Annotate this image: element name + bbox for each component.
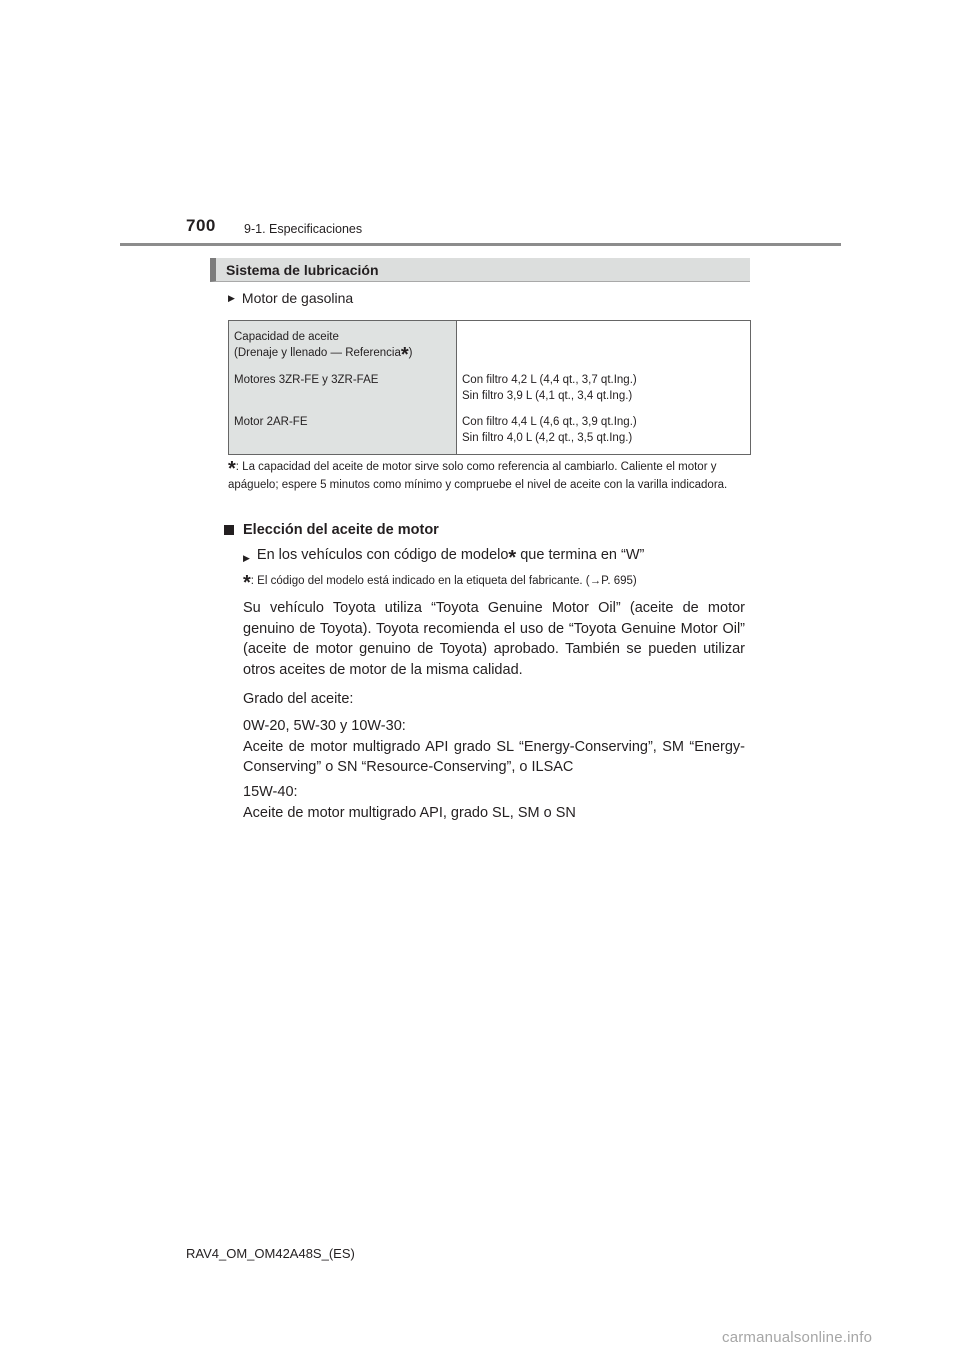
table-header-cell — [229, 321, 457, 367]
table-header-line2-end: ) — [408, 347, 413, 359]
oil-capacity-table — [228, 320, 751, 455]
table-row-value — [457, 367, 751, 409]
table-header-line1: Capacidad de aceite — [234, 331, 339, 343]
table-row-label: Motores 3ZR-FE y 3ZR-FAE — [229, 367, 457, 409]
table-header-line2: (Drenaje y llenado — Referencia — [234, 347, 401, 359]
table-row-value-line2: Sin filtro 4,0 L (4,2 qt., 3,5 qt.Ing.) — [462, 431, 633, 444]
watermark: carmanualsonline.info — [722, 1329, 873, 1346]
oil-grade-1-text: Aceite de motor multigrado API grado SL “Energy-Conserving”, SM “Energy-Conserving” o SN “Resource-Conserving”, o ILSAC — [243, 738, 745, 775]
engine-bullet-text: Motor de gasolina — [241, 290, 354, 306]
engine-bullet — [228, 290, 353, 306]
table-header-empty-cell — [457, 321, 751, 367]
footnote-star-icon: * — [228, 458, 236, 480]
square-bullet-icon — [224, 525, 234, 535]
footnote-star-icon: * — [243, 572, 251, 594]
header-rule — [120, 243, 841, 246]
model-bullet-text: En los vehículos con código de modelo* que termina en “W” — [256, 547, 645, 569]
triangle-bullet-icon: ▶ — [228, 292, 235, 303]
table-footnote-text: : La capacidad del aceite de motor sirve solo como referencia al cambiarlo. Caliente el motor y apáguelo; espere 5 minutos como mínimo y compruebe el nivel de aceite con la varilla indicadora. — [228, 461, 728, 491]
table-row-label: Motor 2AR-FE — [229, 409, 457, 455]
model-footnote — [243, 572, 637, 595]
page-number: 700 — [186, 216, 216, 235]
subsection-heading — [224, 522, 439, 538]
section-bar — [210, 258, 750, 282]
paragraph-oil-grade-label: Grado del aceite: — [243, 691, 354, 707]
table-row-value — [457, 409, 751, 455]
model-bullet — [243, 547, 644, 570]
table-header-row — [229, 321, 751, 367]
paragraph-oil-grade-2 — [243, 782, 745, 823]
subsection-heading-text: Elección del aceite de motor — [243, 522, 439, 538]
table-footnote — [228, 459, 748, 493]
footer-doc-code: RAV4_OM_OM42A48S_(ES) — [186, 1246, 355, 1261]
table-row — [229, 367, 751, 409]
footnote-star-icon: * — [400, 344, 409, 366]
section-label: 9-1. Especificaciones — [244, 222, 363, 236]
footnote-star-icon: * — [508, 547, 517, 569]
table-row-value-line1: Con filtro 4,4 L (4,6 qt., 3,9 qt.Ing.) — [462, 415, 637, 428]
triangle-bullet-icon: ▶ — [243, 553, 250, 563]
model-footnote-text: : El código del modelo está indicado en la etiqueta del fabricante. (→P. 695) — [250, 575, 637, 587]
section-bar-title: Sistema de lubricación — [226, 262, 379, 278]
table-row — [229, 409, 751, 455]
oil-grade-2-text: Aceite de motor multigrado API, grado SL, SM o SN — [243, 804, 576, 821]
oil-grade-2-title: 15W-40: — [243, 784, 298, 800]
table-row-value-line2: Sin filtro 3,9 L (4,1 qt., 3,4 qt.Ing.) — [462, 389, 633, 402]
oil-grade-1-title: 0W-20, 5W-30 y 10W-30: — [243, 718, 406, 734]
paragraph-oil-grade-1 — [243, 716, 745, 778]
paragraph-oil-recommendation: Su vehículo Toyota utiliza “Toyota Genuine Motor Oil” (aceite de motor genuino de Toyota). Toyota recomienda el uso de “Toyota Genuine Motor Oil” (aceite de motor genuino de Toyota) aprobado. También se pueden utilizar otros aceites de motor de la misma calidad. — [243, 600, 745, 678]
table-row-value-line1: Con filtro 4,2 L (4,4 qt., 3,7 qt.Ing.) — [462, 373, 637, 386]
